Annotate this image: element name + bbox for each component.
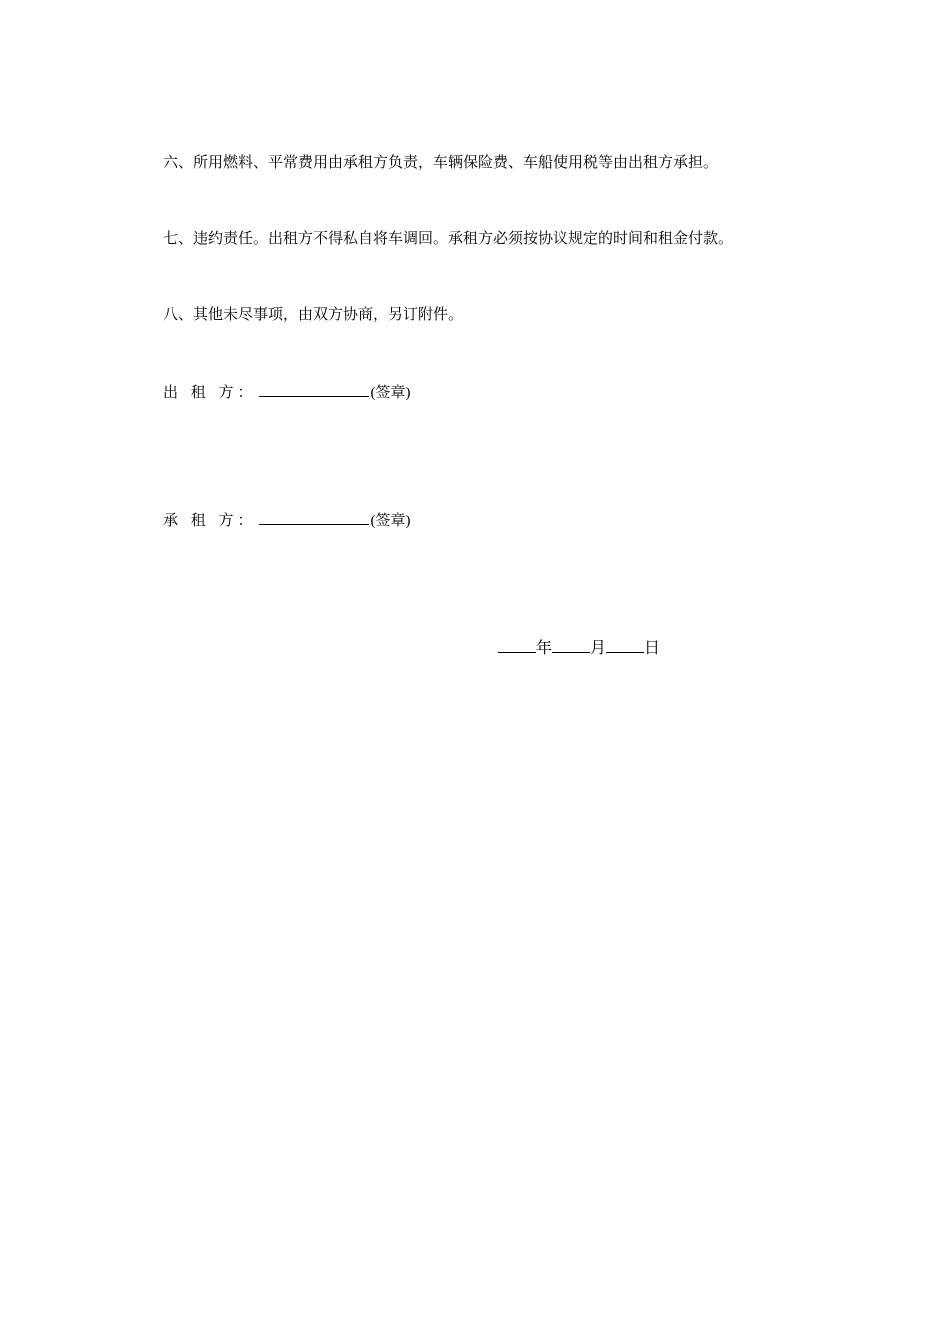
month-blank[interactable] bbox=[552, 636, 590, 653]
lessor-seal-note: (签章) bbox=[370, 385, 411, 401]
day-blank[interactable] bbox=[606, 636, 644, 653]
clause-six: 六、所用燃料、平常费用由承租方负责，车辆保险费、车船使用税等由出租方承担。 bbox=[163, 153, 719, 171]
lessee-signature-blank[interactable] bbox=[259, 508, 369, 525]
lessor-label: 出 租 方： bbox=[163, 383, 257, 401]
lessee-seal-note: (签章) bbox=[370, 513, 411, 529]
clause-eight: 八、其他未尽事项，由双方协商，另订附件。 bbox=[163, 305, 464, 323]
month-label: 月 bbox=[590, 638, 607, 657]
lessor-signature-line bbox=[163, 380, 411, 403]
year-label: 年 bbox=[536, 638, 553, 657]
lessee-signature-line bbox=[163, 508, 411, 531]
lessor-signature-blank[interactable] bbox=[259, 380, 369, 397]
year-blank[interactable] bbox=[498, 636, 536, 653]
lessee-label: 承 租 方： bbox=[163, 511, 257, 529]
clause-seven: 七、违约责任。出租方不得私自将车调回。承租方必须按协议规定的时间和租金付款。 bbox=[163, 229, 734, 247]
date-line bbox=[498, 636, 660, 658]
day-label: 日 bbox=[644, 638, 661, 657]
